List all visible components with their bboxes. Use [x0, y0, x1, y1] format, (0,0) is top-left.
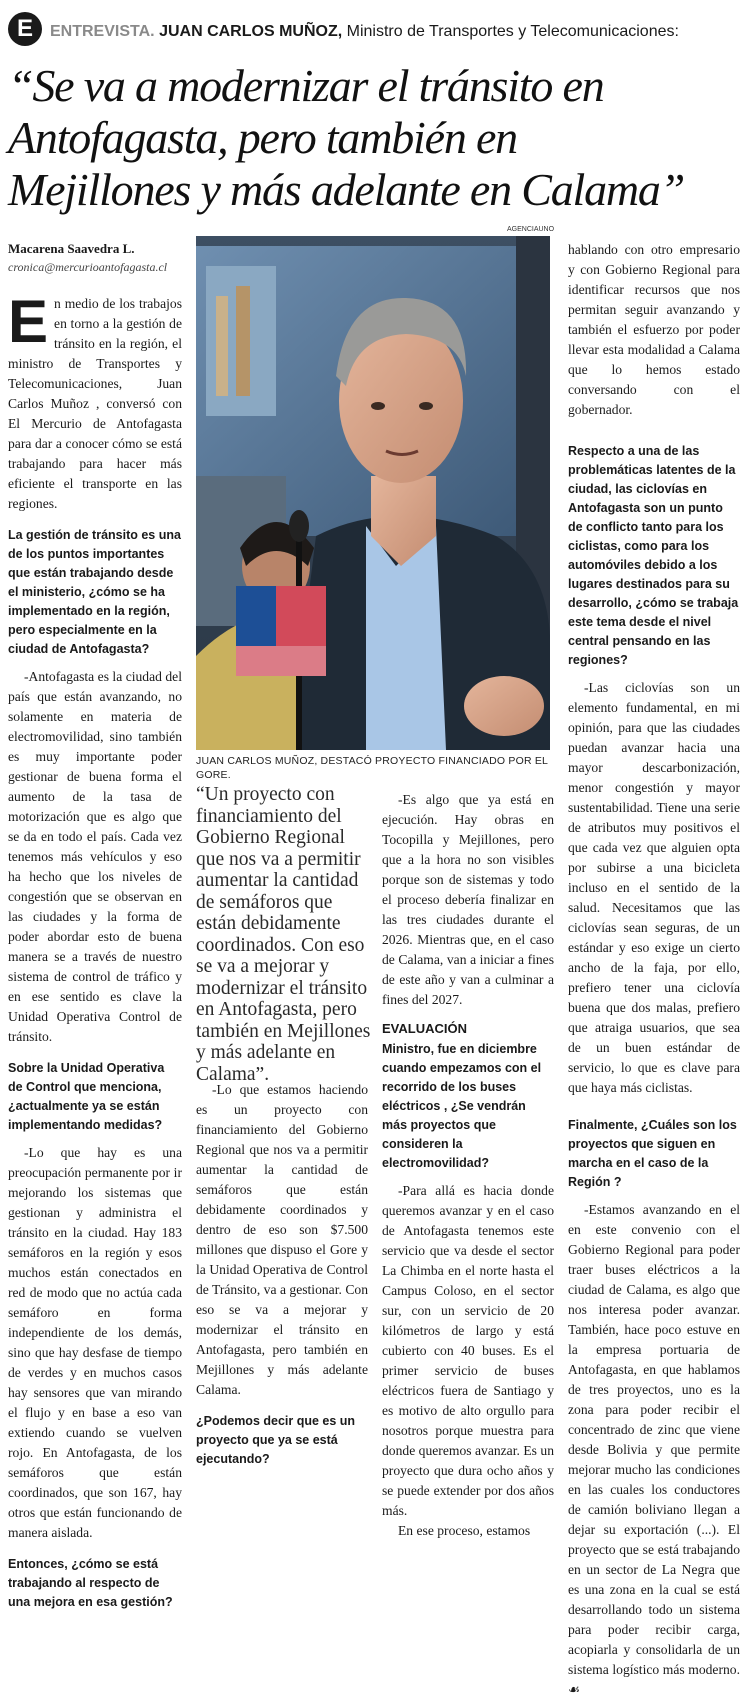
- question-2: Sobre la Unidad Operativa de Control que menciona, ¿actualmente ya se están implementando medidas?: [8, 1061, 165, 1132]
- kicker-name: JUAN CARLOS MUÑOZ,: [159, 23, 343, 40]
- answer-1: -Antofagasta es la ciudad del país que están avanzando, no solamente en materia de electromovilidad, sino también es muy importante poder gestionar de buena forma el aumento de la tasa de motorización que es algo que se da en todo el país. Cada vez tenemos más vehículos y eso ha hecho que los niveles de congestión que se observan en las ciudades y la forma de poder abordar esto de buena manera se a través de nuestro sistema de control de tráfico y en ese sentido es clave la Unidad Operativa Control de tránsito.: [8, 669, 182, 1044]
- answer-col2b-3: En ese proceso, estamos: [398, 1523, 531, 1538]
- byline-email: cronica@mercurioantofagasta.cl: [8, 260, 168, 274]
- column-2a: [196, 1080, 368, 1477]
- answer-col2b-1: -Es algo que ya está en ejecución. Hay obras en Tocopilla y Mejillones, pero que a la hora no son visibles porque son de sistemas y todo el proceso debería finalizar en las tres ciudades durante el 2026. Mientras que, en el caso de Calama, van a iniciar a fines de este año y van a culminar a fines del 2027.: [382, 792, 554, 1007]
- dropcap: E: [8, 288, 49, 355]
- headline-line-2: Antofagasta, pero también en: [8, 112, 517, 163]
- answer-col3-0: hablando con otro empresario y con Gobierno Regional para identificar recursos que nos permitan seguir avanzando y también el esfuerzo por poder llevar esta modalidad a Calama que lo hemos estado conversando con el gobernador.: [568, 242, 740, 417]
- column-2b: [382, 790, 554, 1541]
- minister-photo: [196, 236, 550, 750]
- subhead-evaluacion: EVALUACIÓN: [382, 1021, 467, 1036]
- pullquote-text: “Un proyecto con financiamiento del Gobierno Regional que nos va a permitir aumentar la cantidad de semáforos que están debidamente coordinados. Con eso se va a mejorar y modernizar el tránsito en Antofagasta, pero también en Mejillones y más adelante en Calama”.: [196, 784, 371, 1085]
- kicker-label: ENTREVISTA.: [50, 23, 155, 40]
- question-3: Entonces, ¿cómo se está trabajando al respecto de una mejora en esa gestión?: [8, 1557, 173, 1609]
- headline-line-3: Mejillones y más adelante en Calama”: [8, 164, 685, 215]
- column-1: [8, 240, 182, 1620]
- question-col3-1: Respecto a una de las problemáticas latentes de la ciudad, las ciclovías en Antofagasta son un punto de conflicto tanto para los ciclistas, como para los automóviles debido a los lugares destinados para su desarrollo, ¿cómo se trabaja este tema desde el nivel central pensando en las regiones?: [568, 444, 739, 667]
- question-col2b-1: Ministro, fue en diciembre cuando empezamos con el recorrido de los buses eléctricos , ¿Se vendrán más proyectos que consideren la electromovilidad?: [382, 1042, 542, 1170]
- headline: [8, 60, 738, 216]
- section-badge: E: [8, 12, 42, 46]
- question-1: La gestión de tránsito es una de los puntos importantes que están trabajando desde el ministerio, ¿cómo se ha implementado en la región, pero especialmente en la ciudad de Antofagasta?: [8, 528, 181, 656]
- minister-photo-illustration: [196, 236, 550, 750]
- kicker: [8, 10, 738, 46]
- photo-caption: JUAN CARLOS MUÑOZ, DESTACÓ PROYECTO FINANCIADO POR EL GORE.: [196, 755, 548, 781]
- answer-col2a-1: -Lo que estamos haciendo es un proyecto con financiamiento del Gobierno Regional que nos va a permitir aumentar la cantidad de semáforos que están debidamente coordinados y dentro de eso son $7.500 millones que dispuso el Gore y la Unidad Operativa de Control de Tránsito, va a gestionar. Con eso se va a mejorar y modernizar el tránsito en Antofagasta, pero también en Mejillones y más adelante Calama.: [196, 1082, 368, 1397]
- intro-text: n medio de los trabajos en torno a la gestión de tránsito en la región, el ministro de Transportes y Telecomunicaciones, Juan Carlos Muñoz , conversó con El Mercurio de Antofagasta para dar a conocer cómo se está trabajando para hacer más eficiente el transporte en las regiones.: [8, 296, 182, 511]
- kicker-role: Ministro de Transportes y Telecomunicaciones:: [346, 23, 679, 40]
- answer-col3-1: -Las ciclovías son un elemento fundamental, en mi opinión, para que las ciudades puedan avanzar hacia una mayor descarbonización, menor congestión y mayor sustentabilidad. Tiene una serie de atributos muy positivos el que cada vez que alguien opta por subirse a una bicicleta incluso en el sentido de la salud. Necesitamos que las ciclovías sean seguras, de un estándar y eso exige un cierto ancho de la faja, por ello, prefiero tener una ciclovía buena que dos malas, prefiero que atraiga usuarios, que sea de un buen estándar de servicio, lo que es clave para que haya más ciclistas.: [568, 680, 740, 1095]
- kicker-text: [50, 22, 679, 42]
- answer-col3-2: -Estamos avanzando en el en este convenio con el Gobierno Regional para poder traer buses eléctricos a la ciudad de Calama, es algo que nos interesa poder avanzar. También, hace poco estuve en la empresa portuaria de Antofagasta, en que hablamos de tres proyectos, uno es la zona para poder recibir el concentrado de zinc que viene desde Bolivia y que permite mejorar mucho las condiciones en las cuales los conductores de camión boliviano llegan a dejar su exportación (...). El proyecto que se está trabajando en un sector de La Negra que es una zona en la cual se está desarrollando todo un sistema para poder recibir carga, acopiarla y consolidarla de un sistema logístico más moderno. ☙: [568, 1202, 740, 1697]
- question-col3-2: Finalmente, ¿Cuáles son los proyectos que siguen en marcha en el caso de la Región ?: [568, 1118, 737, 1189]
- column-3: [568, 240, 740, 1700]
- photo-credit: AGENCIAUNO: [507, 226, 555, 233]
- answer-col2b-2: -Para allá es hacia donde queremos avanzar y en el caso de Antofagasta tenemos este servicio que va desde el sector La Chimba en el norte hasta el Campus Coloso, en el sector sur, con un servicio de 20 kilómetros de largo y está cubierto con 40 buses. Es el primer servicio de buses eléctricos fuera de Santiago y es motivo de alto orgullo para nosotros porque muestra para donde queremos avanzar. Es un proyecto que dura ocho años y se puede extender por dos años más.: [382, 1183, 554, 1518]
- byline-author: Macarena Saavedra L.: [8, 241, 135, 256]
- headline-line-1: “Se va a modernizar el tránsito en: [8, 60, 604, 111]
- pullquote: [196, 784, 372, 1085]
- intro-paragraph: [8, 288, 182, 514]
- question-col2a-1: ¿Podemos decir que es un proyecto que ya se está ejecutando?: [196, 1414, 356, 1466]
- answer-2: -Lo que hay es una preocupación permanente por ir mejorando los sistemas que gestionan y administra el tránsito en la ciudad. Hay 183 semáforos en la región y esos muchos están conectados en red de modo que no actúa cada semáforo en forma independiente de los demás, sino que hay desfase de tiempo de verdes y en muchos casos hay sensores que van mirando el flujo y en base a eso van extiendo cuando se vuelven rojo. En Antofagasta, de los semáforos que están coordinados, que son 167, hay otros que están funcionando de manera aislada.: [8, 1145, 182, 1540]
